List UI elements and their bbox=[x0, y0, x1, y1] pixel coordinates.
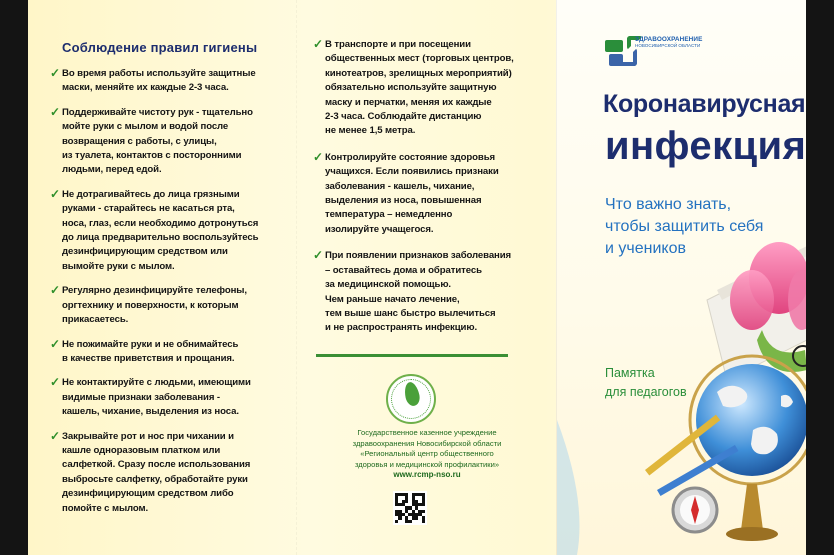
checkmark-icon: ✓ bbox=[50, 186, 60, 201]
rule-item bbox=[313, 38, 540, 139]
rule-text: В транспорте и при посещении общественных мест (торговых центров, кинотеатров, зрелищных мероприятий) обязательно используйте защитную маску и перчатки, меняя их каждые 2-3 часа. Соблюдайте дистанцию не менее 1,5 метра. bbox=[325, 39, 514, 137]
rule-item bbox=[50, 338, 278, 367]
checkmark-icon: ✓ bbox=[50, 283, 60, 298]
school-illustration bbox=[557, 0, 806, 555]
rule-text: Не пожимайте руки и не обнимайтесь в качестве приветствия и прощания. bbox=[62, 338, 239, 364]
healthcare-logo-title: ЗДРАВООХРАНЕНИЕ bbox=[635, 36, 703, 43]
rule-text: Контролируйте состояние здоровья учащихся. Если появились признаки заболевания - кашель, чихание, выделения из носа, повышенная температура – немедленно изолируйте учащегося. bbox=[325, 151, 499, 235]
checkmark-icon: ✓ bbox=[50, 336, 60, 351]
rule-text: Во время работы используйте защитные маски, меняйте их каждые 2-3 часа. bbox=[62, 68, 256, 94]
hygiene-rules-title: Соблюдение правил гигиены bbox=[62, 40, 258, 55]
checkmark-icon: ✓ bbox=[313, 37, 323, 51]
cover-title-line2: инфекция bbox=[605, 124, 806, 168]
panel-hygiene-rules bbox=[28, 0, 296, 555]
rule-item bbox=[50, 106, 278, 178]
checkmark-icon: ✓ bbox=[50, 428, 60, 443]
memo-label: Памятка для педагогов bbox=[605, 366, 687, 399]
rule-text: Поддерживайте чистоту рук - тщательно мойте руки с мылом и водой после возвращения с работы, с улицы, из туалета, контактов с посторонними людьми, перед едой. bbox=[62, 106, 253, 176]
rule-item bbox=[313, 151, 540, 237]
rule-text: Регулярно дезинфицируйте телефоны, оргтехнику и поверхности, к которым прикасаетесь. bbox=[62, 285, 247, 326]
checkmark-icon: ✓ bbox=[50, 104, 60, 119]
qr-code bbox=[393, 491, 427, 525]
rule-text: При появлении признаков заболевания – оставайтесь дома и обратитесь за медицинской помощью. Чем раньше начато лечение, тем выше шанс быстро вылечиться и не распространять инфекцию. bbox=[325, 250, 512, 334]
rule-text: Закрывайте рот и нос при чихании и кашле одноразовым платком или салфеткой. Сразу после использования выбросьте салфетку, обработайте руки дезинфицирующим средством либо помойте с мылом. bbox=[62, 430, 251, 514]
rule-item bbox=[50, 376, 278, 419]
rule-text: Не контактируйте с людьми, имеющими видимые признаки заболевания - кашель, чихание, выделения из носа. bbox=[62, 377, 251, 418]
rule-item bbox=[50, 188, 278, 274]
rule-text: Не дотрагивайтесь до лица грязными руками - старайтесь не касаться рта, носа, глаз, если необходимо дотронуться до лица предварительно воспользуйтесь дезинфицирующим средством или вымойте руки с мылом. bbox=[62, 188, 259, 272]
checkmark-icon: ✓ bbox=[50, 66, 60, 80]
panel-cover bbox=[556, 0, 806, 555]
org-emblem-logo bbox=[386, 374, 436, 424]
org-description: Государственное казенное учреждение здравоохранения Новосибирской области «Региональный центр общественного здоровья и медицинской профилактики» bbox=[352, 428, 502, 469]
healthcare-logo-subtitle: НОВОСИБИРСКОЙ ОБЛАСТИ bbox=[635, 43, 701, 48]
brochure bbox=[28, 0, 806, 555]
cover-title-line1: Коронавирусная bbox=[603, 90, 806, 118]
rule-item bbox=[50, 430, 278, 516]
rule-item bbox=[50, 67, 278, 96]
green-divider bbox=[316, 354, 508, 357]
cover-subtitle: Что важно знать, чтобы защитить себя и учеников bbox=[605, 196, 764, 257]
org-website-link[interactable]: www.rcmp-nso.ru bbox=[393, 470, 461, 479]
checkmark-icon: ✓ bbox=[313, 248, 323, 263]
rule-item bbox=[50, 284, 278, 327]
rule-item bbox=[313, 249, 540, 335]
checkmark-icon: ✓ bbox=[50, 375, 60, 390]
checkmark-icon: ✓ bbox=[313, 149, 323, 164]
